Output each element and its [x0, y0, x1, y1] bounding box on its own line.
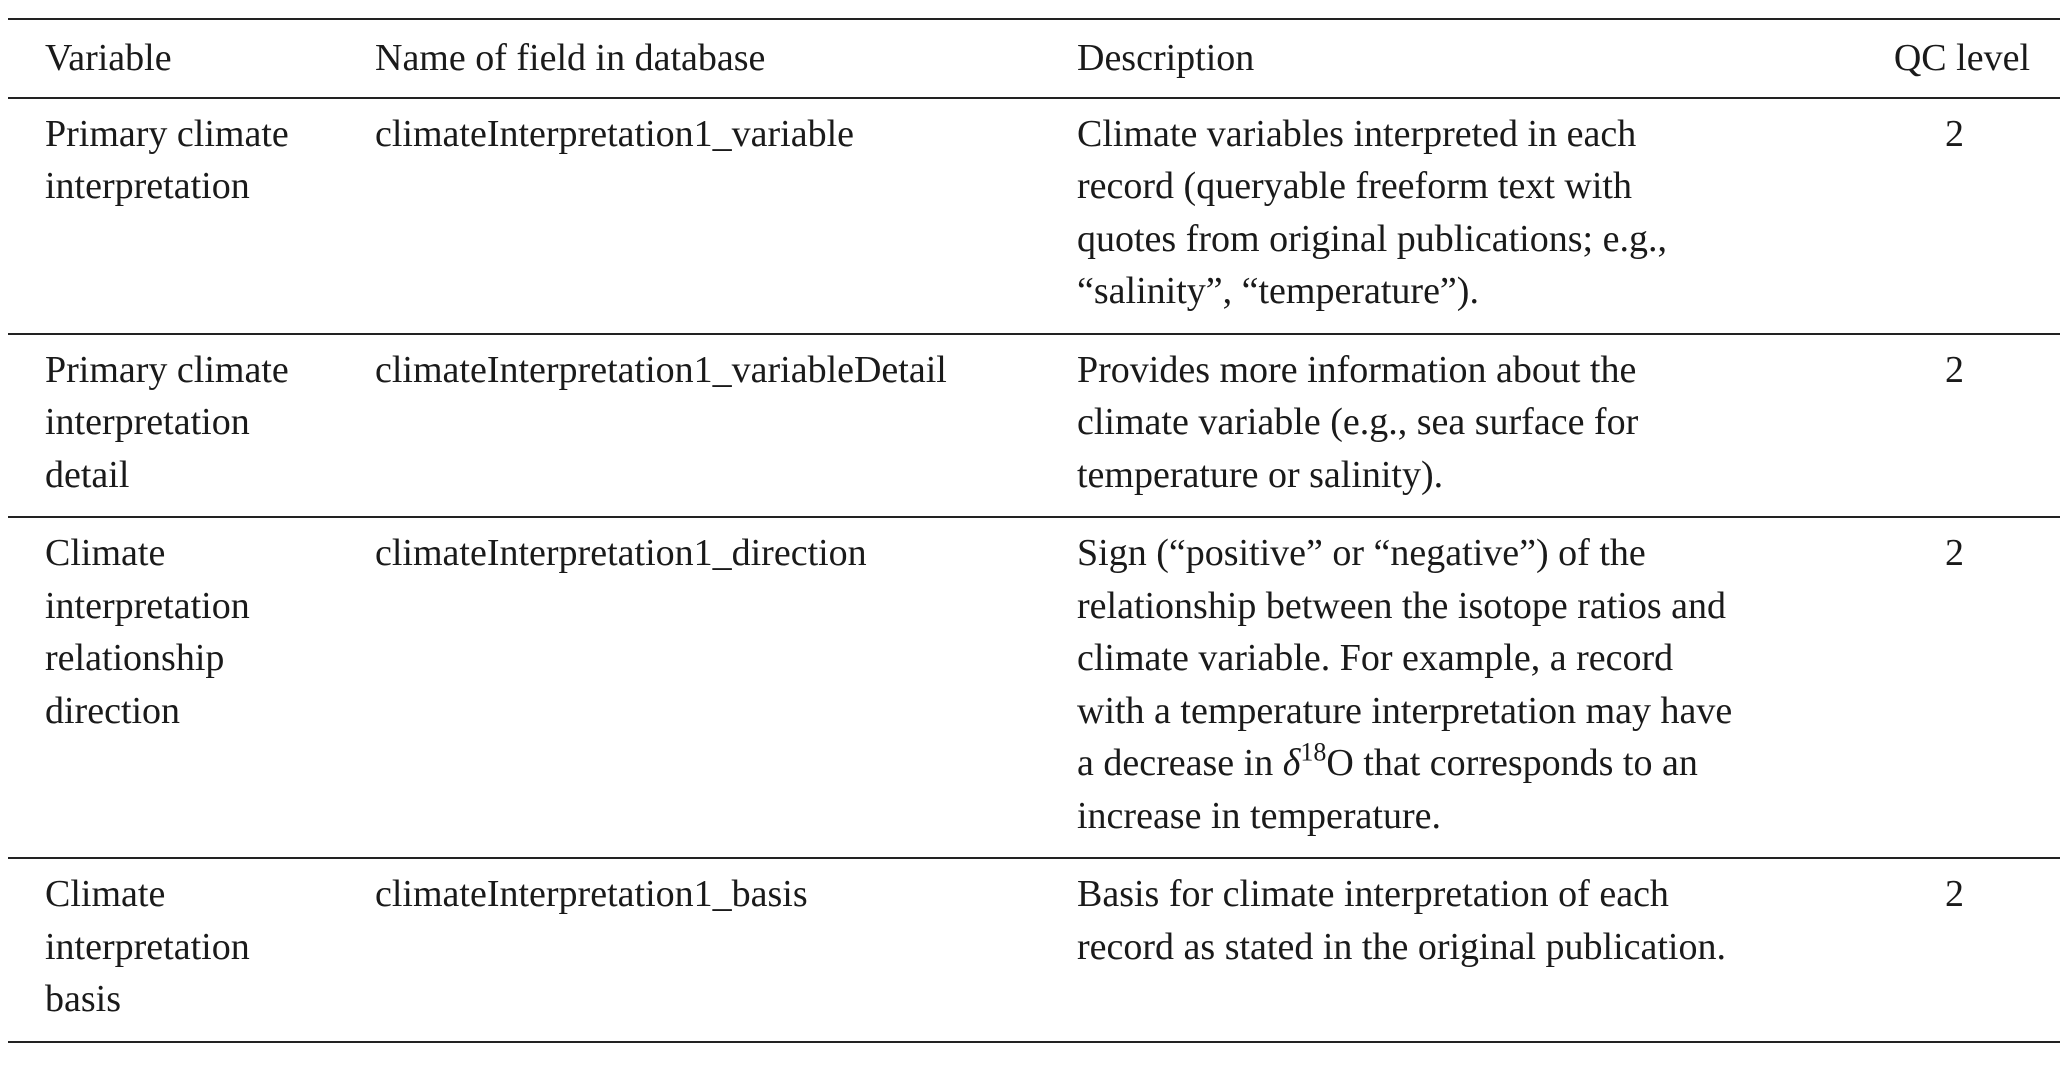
field-name-cell: climateInterpretation1_direction [375, 532, 867, 574]
description-cell [1077, 858, 1861, 1042]
description-line: Sign (“positive” or “negative”) of the [1077, 532, 1646, 574]
field-name-cell: climateInterpretation1_basis [375, 873, 808, 915]
description-line: record (queryable freeform text with [1077, 165, 1632, 207]
description-line: temperature or salinity). [1077, 453, 1444, 496]
variable-line: direction [45, 689, 181, 732]
variable-line: interpretation [45, 584, 250, 627]
table-row [8, 858, 2060, 1042]
variable-line: interpretation [45, 165, 250, 207]
variable-line: interpretation [45, 925, 250, 968]
qc-level-cell: 2 [1945, 873, 1964, 915]
field-name-cell: climateInterpretation1_variableDetail [375, 348, 947, 391]
qc-level-cell: 2 [1945, 532, 1964, 574]
iso-text-after: O that corresponds to an [1326, 742, 1698, 784]
isotope-superscript: 18 [1300, 737, 1327, 767]
header-description: Description [1077, 37, 1255, 79]
header-row [8, 19, 2060, 98]
description-line: relationship between the isotope ratios and [1077, 584, 1726, 627]
table-row [8, 334, 2060, 518]
table-body [8, 98, 2060, 1042]
header-variable: Variable [45, 37, 172, 79]
variable-cell [8, 334, 375, 518]
description-line: with a temperature interpretation may have [1077, 689, 1733, 732]
variable-cell [8, 98, 375, 334]
variable-line: Primary climate [45, 348, 289, 391]
description-line-isotope [1077, 737, 1861, 790]
delta-symbol: δ [1282, 742, 1301, 784]
variable-line: interpretation [45, 401, 250, 443]
iso-text-before: a decrease in [1077, 742, 1283, 784]
variable-line: detail [45, 453, 130, 496]
table-row [8, 98, 2060, 334]
description-line: record as stated in the original publication. [1077, 925, 1726, 968]
qc-level-cell: 2 [1945, 112, 1964, 155]
description-line: climate variable (e.g., sea surface for [1077, 401, 1639, 443]
header-qc-level: QC level [1893, 37, 2030, 79]
qc-level-cell: 2 [1945, 348, 1964, 391]
metadata-table-container [8, 18, 2060, 1043]
description-cell [1077, 517, 1861, 858]
table-header [8, 19, 2060, 98]
variable-line: basis [45, 978, 121, 1020]
variable-line: Climate [45, 532, 166, 574]
variable-cell [8, 858, 375, 1042]
description-cell [1077, 98, 1861, 334]
header-field-name: Name of field in database [375, 37, 766, 79]
description-line: Provides more information about the [1077, 348, 1637, 391]
variable-line: Primary climate [45, 112, 289, 155]
variable-line: Climate [45, 873, 166, 915]
description-line: “salinity”, “temperature”). [1077, 270, 1479, 312]
variable-cell [8, 517, 375, 858]
description-line: Basis for climate interpretation of each [1077, 873, 1669, 915]
table-row [8, 517, 2060, 858]
description-line: increase in temperature. [1077, 794, 1441, 837]
metadata-fields-table [8, 18, 2060, 1043]
description-cell [1077, 334, 1861, 518]
variable-line: relationship [45, 637, 225, 679]
description-line: Climate variables interpreted in each [1077, 112, 1637, 155]
description-line: climate variable. For example, a record [1077, 637, 1674, 679]
description-line: quotes from original publications; e.g., [1077, 217, 1667, 260]
field-name-cell: climateInterpretation1_variable [375, 112, 854, 155]
